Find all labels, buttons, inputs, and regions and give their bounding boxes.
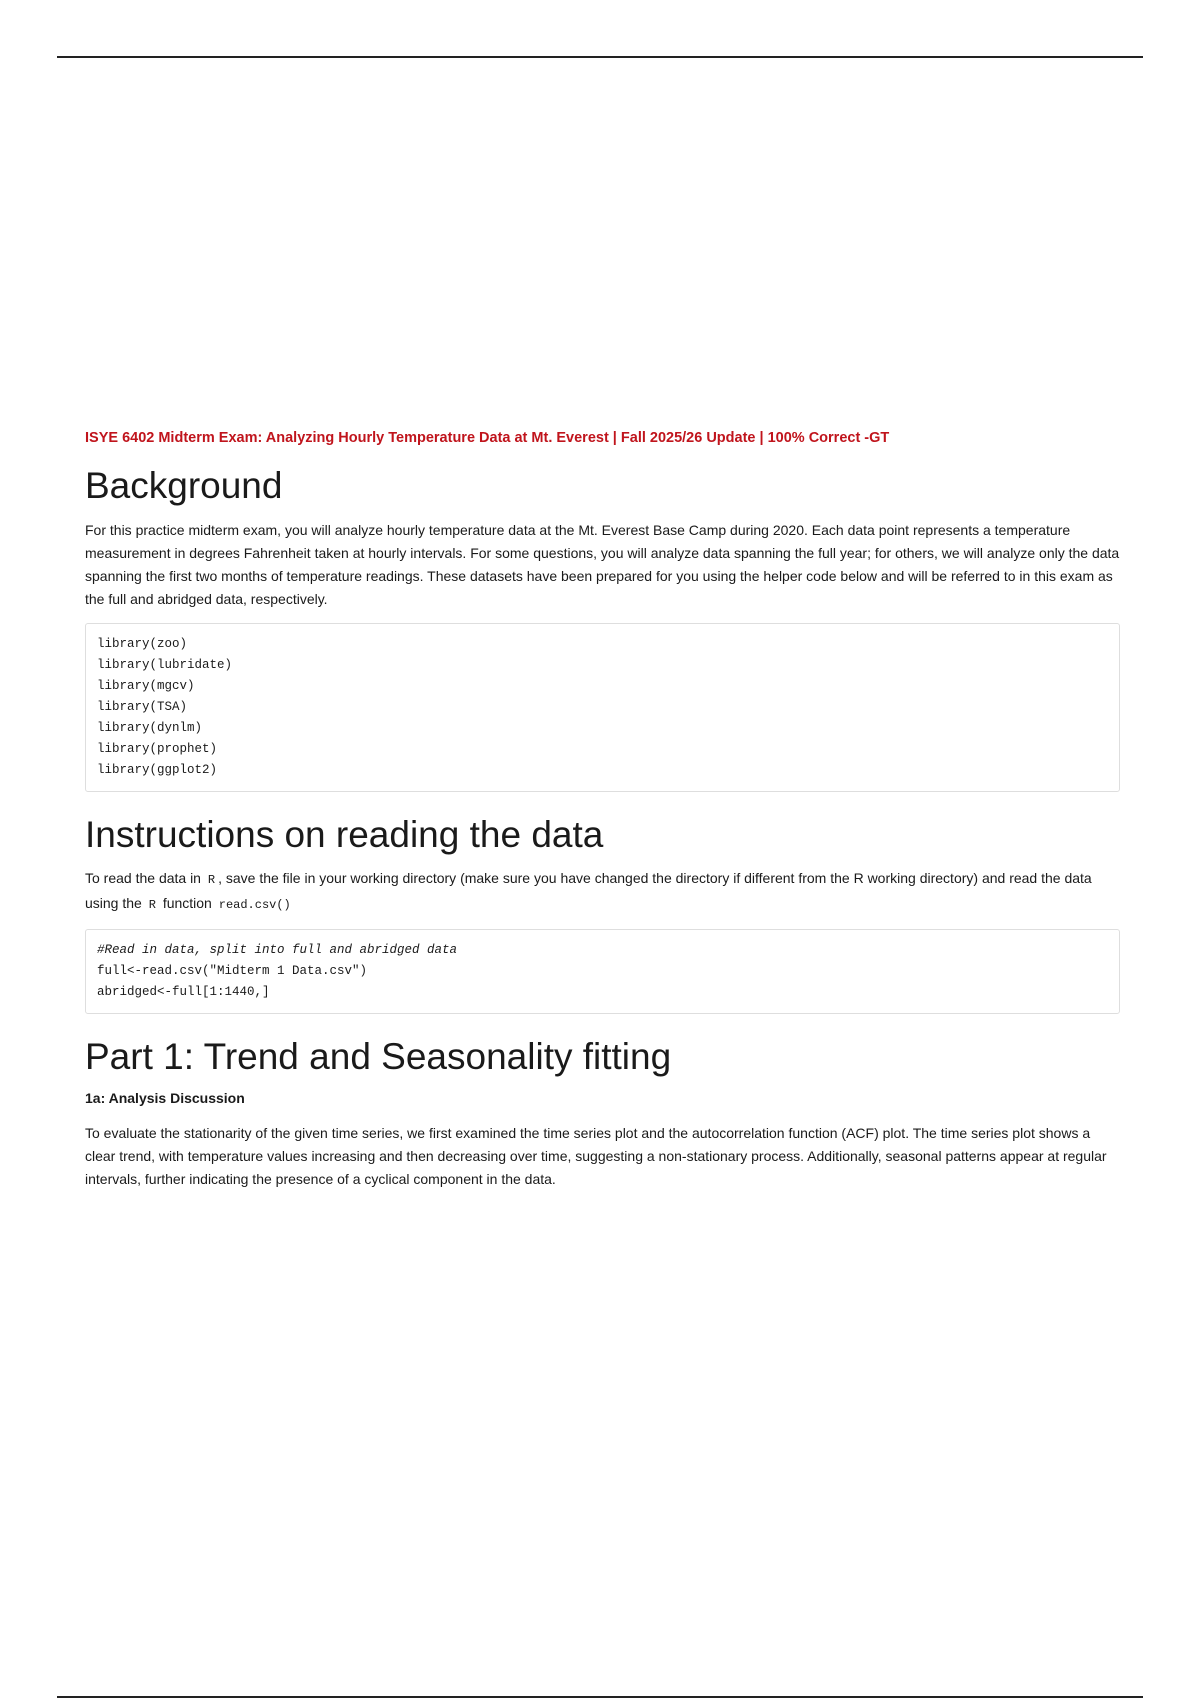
part1-paragraph: To evaluate the stationarity of the given time series, we first examined the time series plot and the autocorrelation function (ACF) plot. The time series plot shows a clear trend, with temperature values increasing and then decreasing over time, suggesting a non-stationary process. Additionally, seasonal patterns appear at regular intervals, further indicating the presence of a cyclical component in the data. — [85, 1125, 1107, 1188]
instructions-text: function — [162, 895, 212, 912]
document-title: ISYE 6402 Midterm Exam: Analyzing Hourly Temperature Data at Mt. Everest | Fall 2025/26 Update | 100% Correct -GT — [85, 430, 890, 446]
inline-code-r: R — [207, 873, 216, 888]
top-divider — [57, 56, 1143, 58]
code-line: library(TSA) — [97, 699, 188, 714]
bottom-divider — [57, 1696, 1143, 1698]
inline-code-read-csv: read.csv() — [218, 898, 291, 913]
code-line: abridged<-full[1:1440,] — [97, 985, 270, 1000]
code-line: library(zoo) — [97, 636, 188, 651]
instructions-paragraph — [85, 867, 1120, 917]
read-data-code-block — [85, 929, 1120, 1014]
document-content — [85, 430, 1120, 1203]
code-comment: #Read in data, split into full and abridged data — [97, 943, 458, 958]
part1-heading: Part 1: Trend and Seasonality fitting — [85, 1036, 672, 1078]
code-line: library(lubridate) — [97, 657, 233, 672]
code-line: full<-read.csv("Midterm 1 Data.csv") — [97, 964, 368, 979]
instructions-text: To read the data in — [85, 870, 201, 887]
code-line: library(mgcv) — [97, 678, 195, 693]
background-section — [85, 466, 1120, 792]
instructions-heading: Instructions on reading the data — [85, 813, 604, 855]
instructions-text: , save the file in your working directory (make sure you have changed the directory if different from the R working directory) and read the data using the — [85, 870, 1092, 912]
background-paragraph: For this practice midterm exam, you will analyze hourly temperature data at the Mt. Everest Base Camp during 2020. Each data point represents a temperature measurement in degrees Fahrenheit taken at hourly intervals. For some questions, you will analyze data spanning the full year; for others, we will analyze only the data spanning the first two months of temperature readings. These datasets have been prepared for you using the helper code below and will be referred to in this exam as the full and abridged data, respectively. — [85, 521, 1120, 607]
code-line: library(prophet) — [97, 741, 218, 756]
instructions-section — [85, 815, 1120, 1015]
code-line: library(ggplot2) — [97, 762, 218, 777]
background-heading: Background — [85, 465, 283, 506]
inline-code-r: R — [148, 898, 156, 913]
part1-subheading: 1a: Analysis Discussion — [85, 1090, 245, 1107]
part1-section — [85, 1037, 1120, 1191]
library-code-block — [85, 623, 1120, 792]
code-line: library(dynlm) — [97, 720, 203, 735]
